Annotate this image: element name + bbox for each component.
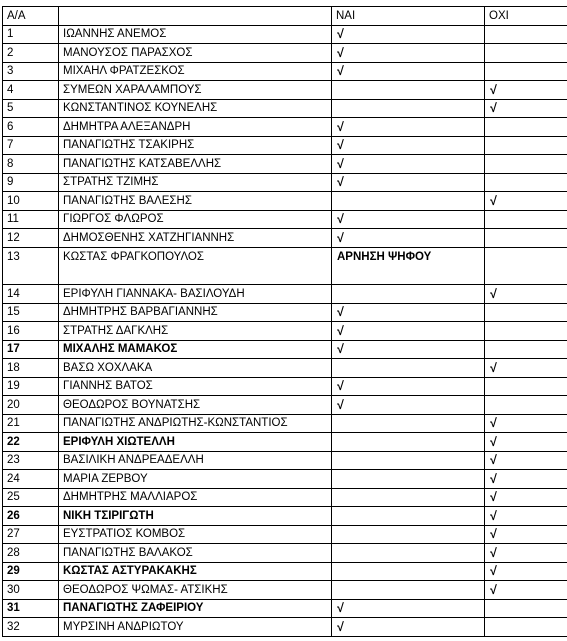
yes-check-icon: √ — [332, 599, 485, 618]
row-number: 32 — [3, 618, 59, 637]
yes-cell — [332, 81, 485, 100]
row-number: 24 — [3, 470, 59, 489]
row-number: 7 — [3, 136, 59, 155]
header-yes: ΝΑΙ — [332, 7, 485, 26]
no-cell — [485, 136, 567, 155]
table-row — [3, 229, 567, 248]
row-number: 8 — [3, 155, 59, 174]
table-row — [3, 544, 567, 563]
table-row — [3, 155, 567, 174]
no-check-icon: √ — [485, 581, 567, 600]
yes-check-icon: √ — [332, 155, 485, 174]
yes-check-icon: √ — [332, 118, 485, 137]
table-row — [3, 433, 567, 452]
no-cell — [485, 599, 567, 618]
row-number: 5 — [3, 99, 59, 118]
table-row — [3, 99, 567, 118]
no-cell — [485, 340, 567, 359]
row-number: 25 — [3, 488, 59, 507]
table-row — [3, 525, 567, 544]
member-name: ΣΥΜΕΩΝ ΧΑΡΑΛΑΜΠΟΥΣ — [59, 81, 332, 100]
row-number: 18 — [3, 359, 59, 378]
no-check-icon: √ — [485, 562, 567, 581]
no-check-icon: √ — [485, 414, 567, 433]
header-name — [59, 7, 332, 26]
header-row — [3, 7, 567, 26]
member-name: ΔΗΜΗΤΡΗΣ ΒΑΡΒΑΓΙΑΝΝΗΣ — [59, 303, 332, 322]
yes-cell — [332, 414, 485, 433]
row-number: 13 — [3, 247, 59, 285]
table-row — [3, 507, 567, 526]
row-number: 1 — [3, 25, 59, 44]
header-no: ΟΧΙ — [485, 7, 567, 26]
table-row — [3, 618, 567, 637]
yes-cell — [332, 470, 485, 489]
member-name: ΠΑΝΑΓΙΩΤΗΣ ΤΣΑΚΙΡΗΣ — [59, 136, 332, 155]
no-check-icon: √ — [485, 507, 567, 526]
member-name: ΚΩΣΤΑΣ ΦΡΑΓΚΟΠΟΥΛΟΣ — [59, 247, 332, 285]
no-check-icon: √ — [485, 359, 567, 378]
row-number: 17 — [3, 340, 59, 359]
row-number: 3 — [3, 62, 59, 81]
row-number: 2 — [3, 44, 59, 63]
member-name: ΒΑΣΙΛΙΚΗ ΑΝΔΡΕΑΔΕΛΛΗ — [59, 451, 332, 470]
yes-cell — [332, 544, 485, 563]
table-row — [3, 322, 567, 341]
table-row — [3, 396, 567, 415]
table-row — [3, 136, 567, 155]
member-name: ΒΑΣΩ ΧΟΧΛΑΚΑ — [59, 359, 332, 378]
yes-cell — [332, 562, 485, 581]
header-num: Α/Α — [3, 7, 59, 26]
member-name: ΚΩΣΤΑΣ ΑΣΤΥΡΑΚΑΚΗΣ — [59, 562, 332, 581]
no-cell — [485, 229, 567, 248]
no-check-icon: √ — [485, 433, 567, 452]
member-name: ΓΙΑΝΝΗΣ ΒΑΤΟΣ — [59, 377, 332, 396]
yes-cell — [332, 99, 485, 118]
member-name: ΔΗΜΗΤΡΗΣ ΜΑΛΛΙΑΡΟΣ — [59, 488, 332, 507]
table-row — [3, 488, 567, 507]
table-row — [3, 377, 567, 396]
row-number: 23 — [3, 451, 59, 470]
member-name: ΕΡΙΦΥΛΗ ΓΙΑΝΝΑΚΑ- ΒΑΣΙΛΟΥΔΗ — [59, 285, 332, 304]
table-row — [3, 303, 567, 322]
no-check-icon: √ — [485, 525, 567, 544]
vote-rows — [3, 25, 567, 636]
row-number: 6 — [3, 118, 59, 137]
table-row — [3, 599, 567, 618]
row-number: 27 — [3, 525, 59, 544]
yes-cell — [332, 507, 485, 526]
yes-check-icon: √ — [332, 173, 485, 192]
no-check-icon: √ — [485, 470, 567, 489]
member-name: ΚΩΝΣΤΑΝΤΙΝΟΣ ΚΟΥΝΕΛΗΣ — [59, 99, 332, 118]
row-number: 15 — [3, 303, 59, 322]
yes-check-icon: √ — [332, 377, 485, 396]
table-row — [3, 451, 567, 470]
yes-check-icon: √ — [332, 396, 485, 415]
vote-refusal: ΑΡΝΗΣΗ ΨΗΦΟΥ — [332, 247, 485, 285]
yes-check-icon: √ — [332, 229, 485, 248]
table-row — [3, 81, 567, 100]
row-number: 11 — [3, 210, 59, 229]
row-number: 22 — [3, 433, 59, 452]
yes-check-icon: √ — [332, 62, 485, 81]
table-row — [3, 247, 567, 285]
table-row — [3, 44, 567, 63]
member-name: ΜΑΡΙΑ ΖΕΡΒΟΥ — [59, 470, 332, 489]
member-name: ΠΑΝΑΓΙΩΤΗΣ ΚΑΤΣΑΒΕΛΛΗΣ — [59, 155, 332, 174]
yes-cell — [332, 581, 485, 600]
yes-cell — [332, 488, 485, 507]
yes-check-icon: √ — [332, 340, 485, 359]
no-cell — [485, 44, 567, 63]
table-row — [3, 210, 567, 229]
no-cell — [485, 618, 567, 637]
no-check-icon: √ — [485, 192, 567, 211]
yes-check-icon: √ — [332, 618, 485, 637]
member-name: ΠΑΝΑΓΙΩΤΗΣ ΒΑΛΕΣΗΣ — [59, 192, 332, 211]
row-number: 29 — [3, 562, 59, 581]
row-number: 14 — [3, 285, 59, 304]
no-cell — [485, 322, 567, 341]
no-cell — [485, 247, 567, 285]
no-check-icon: √ — [485, 488, 567, 507]
member-name: ΕΡΙΦΥΛΗ ΧΙΩΤΕΛΛΗ — [59, 433, 332, 452]
table-row — [3, 173, 567, 192]
table-row — [3, 359, 567, 378]
member-name: ΠΑΝΑΓΙΩΤΗΣ ΒΑΛΑΚΟΣ — [59, 544, 332, 563]
table-row — [3, 562, 567, 581]
row-number: 31 — [3, 599, 59, 618]
no-check-icon: √ — [485, 99, 567, 118]
yes-cell — [332, 285, 485, 304]
member-name: ΣΤΡΑΤΗΣ ΔΑΓΚΛΗΣ — [59, 322, 332, 341]
member-name: ΜΙΧΑΛΗΣ ΜΑΜΑΚΟΣ — [59, 340, 332, 359]
member-name: ΠΑΝΑΓΙΩΤΗΣ ΑΝΔΡΙΩΤΗΣ-ΚΩΝΣΤΑΝΤΙΟΣ — [59, 414, 332, 433]
member-name: ΠΑΝΑΓΙΩΤΗΣ ΖΑΦΕΙΡΙΟΥ — [59, 599, 332, 618]
no-check-icon: √ — [485, 451, 567, 470]
row-number: 19 — [3, 377, 59, 396]
yes-cell — [332, 525, 485, 544]
no-cell — [485, 396, 567, 415]
table-row — [3, 118, 567, 137]
no-cell — [485, 210, 567, 229]
yes-cell — [332, 433, 485, 452]
table-row — [3, 470, 567, 489]
row-number: 20 — [3, 396, 59, 415]
row-number: 26 — [3, 507, 59, 526]
no-cell — [485, 377, 567, 396]
member-name: ΕΥΣΤΡΑΤΙΟΣ ΚΟΜΒΟΣ — [59, 525, 332, 544]
yes-cell — [332, 192, 485, 211]
no-cell — [485, 303, 567, 322]
yes-check-icon: √ — [332, 136, 485, 155]
table-row — [3, 340, 567, 359]
member-name: ΜΑΝΟΥΣΟΣ ΠΑΡΑΣΧΟΣ — [59, 44, 332, 63]
row-number: 30 — [3, 581, 59, 600]
member-name: ΓΙΩΡΓΟΣ ΦΛΩΡΟΣ — [59, 210, 332, 229]
yes-check-icon: √ — [332, 25, 485, 44]
yes-cell — [332, 359, 485, 378]
row-number: 4 — [3, 81, 59, 100]
member-name: ΣΤΡΑΤΗΣ ΤΖΙΜΗΣ — [59, 173, 332, 192]
member-name: ΝΙΚΗ ΤΣΙΡΙΓΩΤΗ — [59, 507, 332, 526]
no-check-icon: √ — [485, 285, 567, 304]
yes-check-icon: √ — [332, 210, 485, 229]
table-row — [3, 581, 567, 600]
member-name: ΔΗΜΗΤΡΑ ΑΛΕΞΑΝΔΡΗ — [59, 118, 332, 137]
no-cell — [485, 25, 567, 44]
yes-check-icon: √ — [332, 322, 485, 341]
row-number: 21 — [3, 414, 59, 433]
row-number: 10 — [3, 192, 59, 211]
no-cell — [485, 62, 567, 81]
yes-check-icon: √ — [332, 303, 485, 322]
member-name: ΘΕΟΔΩΡΟΣ ΨΩΜΑΣ- ΑΤΣΙΚΗΣ — [59, 581, 332, 600]
table-row — [3, 25, 567, 44]
row-number: 9 — [3, 173, 59, 192]
member-name: ΙΩΑΝΝΗΣ ΑΝΕΜΟΣ — [59, 25, 332, 44]
member-name: ΜΙΧΑΗΛ ΦΡΑΤΖΕΣΚΟΣ — [59, 62, 332, 81]
row-number: 28 — [3, 544, 59, 563]
table-row — [3, 62, 567, 81]
member-name: ΜΥΡΣΙΝΗ ΑΝΔΡΙΩΤΟΥ — [59, 618, 332, 637]
yes-check-icon: √ — [332, 44, 485, 63]
table-row — [3, 285, 567, 304]
member-name: ΔΗΜΟΣΘΕΝΗΣ ΧΑΤΖΗΓΙΑΝΝΗΣ — [59, 229, 332, 248]
table-row — [3, 192, 567, 211]
no-check-icon: √ — [485, 81, 567, 100]
no-check-icon: √ — [485, 544, 567, 563]
no-cell — [485, 173, 567, 192]
no-cell — [485, 155, 567, 174]
member-name: ΘΕΟΔΩΡΟΣ ΒΟΥΝΑΤΣΗΣ — [59, 396, 332, 415]
no-cell — [485, 118, 567, 137]
row-number: 16 — [3, 322, 59, 341]
row-number: 12 — [3, 229, 59, 248]
vote-table — [2, 6, 567, 637]
table-row — [3, 414, 567, 433]
yes-cell — [332, 451, 485, 470]
